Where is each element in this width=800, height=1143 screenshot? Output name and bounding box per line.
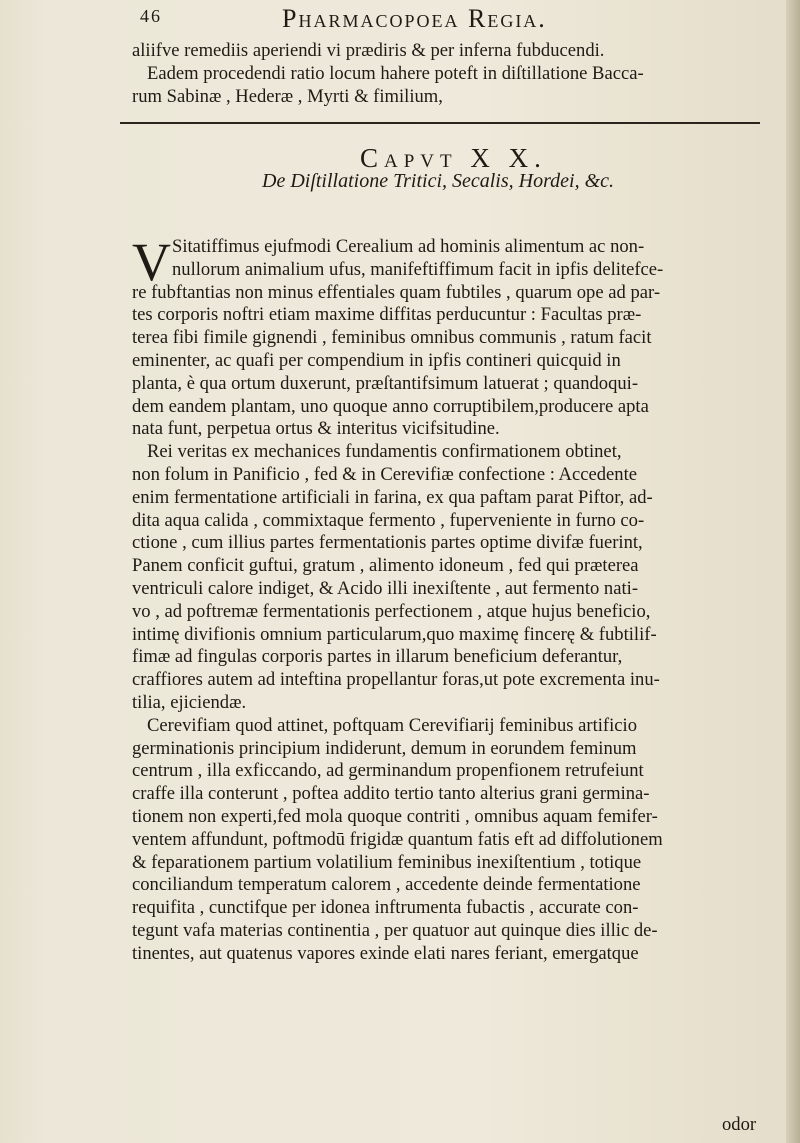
chapter-subtitle: De Diſtillatione Tritici, Secalis, Hordei, &c. — [262, 170, 615, 192]
text-line: Cerevifiam quod attinet, poftquam Cerevifiarij feminibus artificio — [147, 714, 638, 736]
section-divider — [120, 122, 760, 124]
text-line: vo , ad poftremæ fermentationis perfectionem , atque hujus beneficio, — [132, 600, 651, 622]
text-line: fimæ ad fingulas corporis partes in illarum beneficium deferantur, — [132, 646, 623, 668]
text-line: non folum in Panificio , fed & in Cerevifiæ confectione : Accedente — [132, 463, 637, 485]
text-line: dem eandem plantam, uno quoque anno corruptibilem,producere apta — [132, 395, 649, 417]
text-line: Rei veritas ex mechanices fundamentis confirmationem obtinet, — [147, 441, 622, 463]
page-number: 46 — [140, 6, 162, 26]
text-line: ctione , cum illius partes fermentationis partes optime divifæ fuerint, — [132, 532, 643, 554]
text-line: nullorum animalium ufus, manifeftiffimum facit in ipfis delitefce- — [172, 258, 664, 280]
text-line: tes corporis noftri etiam maxime diffitas perducuntur : Facultas præ- — [132, 304, 642, 326]
text-line: tilia, ejiciendæ. — [132, 691, 247, 713]
text-line: aliifve remediis aperiendi vi prædiris & per inferna fubducendi. — [132, 40, 605, 61]
text-line: conciliandum temperatum calorem , accedente deinde fermentatione — [132, 874, 641, 896]
running-head — [140, 4, 740, 36]
text-line: enim fermentatione artificiali in farina, ex qua paftam parat Piftor, ad- — [132, 486, 653, 508]
text-line: Eadem procedendi ratio locum hahere poteft in diſtillatione Bacca- — [147, 62, 644, 84]
text-line: ventem affundunt, poftmodū frigidæ quantum fatis eft ad diffolutionem — [132, 828, 663, 850]
text-line: tinentes, aut quatenus vapores exinde elati nares feriant, emergatque — [132, 942, 639, 964]
intro-paragraph — [132, 40, 758, 108]
text-line: tegunt vafa materias continentia , per quatuor aut quinque dies illic de- — [132, 919, 658, 941]
text-line: Sitatiffimus ejufmodi Cerealium ad hominis alimentum ac non- — [172, 236, 645, 257]
text-line: intimę divifionis omnium particularum,quo maximę fincerę & fubtilif- — [132, 623, 657, 645]
running-title: Pharmacopoea Regia. — [282, 4, 547, 33]
text-line: terea fibi fimile gignendi , feminibus omnibus communis , ratum facit — [132, 327, 652, 349]
text-line: dita aqua calida , commixtaque fermento , fuperveniente in furno co- — [132, 509, 645, 531]
catchword: odor — [722, 1114, 757, 1135]
text-line: re fubftantias non minus effentiales quam fubtiles , quarum ope ad par- — [132, 281, 661, 303]
text-line: requifita , cunctifque per idonea inftrumenta fubactis , accurate con- — [132, 897, 639, 919]
drop-capital: V — [132, 232, 171, 292]
text-line: Panem conficit guftui, gratum , alimento idoneum , fed qui præterea — [132, 555, 639, 577]
chapter-body — [132, 232, 758, 966]
text-line: planta, è qua ortum duxerunt, præſtantifsimum latuerat ; quandoqui- — [132, 372, 639, 394]
page-edge — [786, 0, 800, 1143]
text-line: germinationis principium indiderunt, demum in eorundem feminum — [132, 737, 637, 759]
chapter-label: Capvt — [360, 143, 458, 173]
text-line: tionem non experti,fed mola quoque contriti , omnibus aquam femifer- — [132, 805, 658, 827]
text-line: nata funt, perpetua ortus & interitus vicifsitudine. — [132, 418, 500, 440]
text-line: & feparationem partium volatilium feminibus inexiſtentium , totique — [132, 851, 642, 873]
text-line: ventriculi calore indiget, & Acido illi inexiſtente , aut fermento nati- — [132, 577, 639, 599]
text-line: craffiores autem ad inteftina propellantur foras,ut pote excrementa inu- — [132, 669, 660, 691]
text-line: eminenter, ac quafi per compendium in ipfis contineri quicquid in — [132, 349, 621, 371]
chapter-number: X X. — [470, 143, 547, 173]
text-line: centrum , illa exficcando, ad germinandum propenfionem retrufeiunt — [132, 760, 644, 782]
text-line: craffe illa conterunt , poftea addito tertio tanto alterius grani germina- — [132, 783, 650, 805]
text-line: rum Sabinæ , Hederæ , Myrti & fimilium, — [132, 85, 443, 107]
